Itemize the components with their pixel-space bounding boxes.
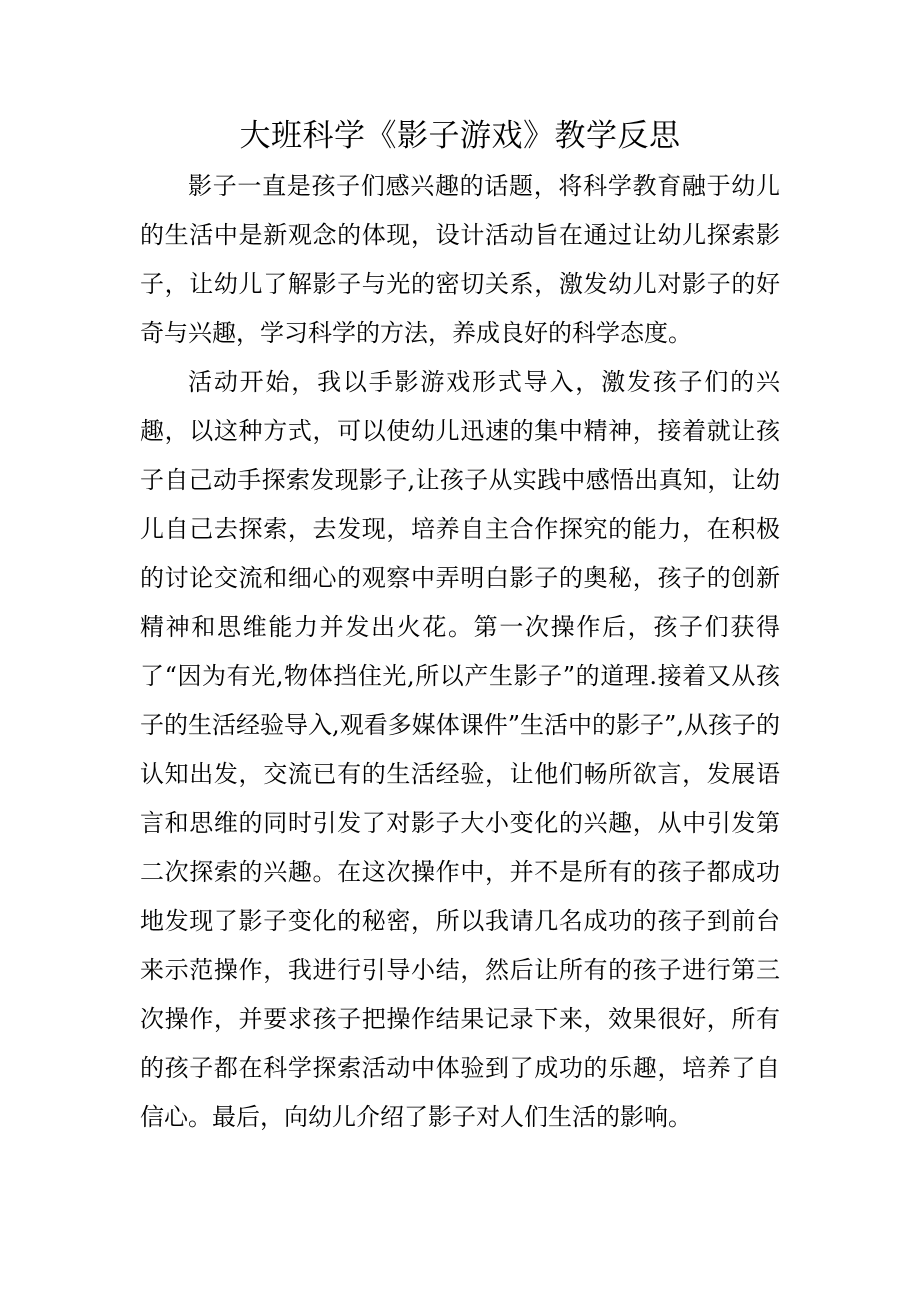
document-body [140, 162, 780, 1142]
paragraph-intro: 影子一直是孩子们感兴趣的话题，将科学教育融于幼儿的生活中是新观念的体现，设计活动旨在通过让幼儿探索影子，让幼儿了解影子与光的密切关系，激发幼儿对影子的好奇与兴趣，学习科学的方法，养成良好的科学态度。 [140, 172, 780, 347]
document-title: 大班科学《影子游戏》教学反思 [239, 118, 681, 154]
paragraph-activity: 活动开始，我以手影游戏形式导入，激发孩子们的兴趣，以这种方式，可以使幼儿迅速的集中精神，接着就让孩子自己动手探索发现影子,让孩子从实践中感悟出真知，让幼儿自己去探索，去发现，培养自主合作探究的能力，在积极的讨论交流和细心的观察中弄明白影子的奥秘，孩子的创新精神和思维能力并发出火花。第一次操作后，孩子们获得了“因为有光,物体挡住光,所以产生影子”的道理.接着又从孩子的生活经验导入,观看多媒体课件”生活中的影子”,从孩子的认知出发，交流已有的生活经验，让他们畅所欲言，发展语言和思维的同时引发了对影子大小变化的兴趣，从中引发第二次探索的兴趣。在这次操作中，并不是所有的孩子都成功地发现了影子变化的秘密，所以我请几名成功的孩子到前台来示范操作，我进行引导小结，然后让所有的孩子进行第三次操作，并要求孩子把操作结果记录下来，效果很好，所有的孩子都在科学探索活动中体验到了成功的乐趣，培养了自信心。最后，向幼儿介绍了影子对人们生活的影响。 [140, 368, 780, 1131]
